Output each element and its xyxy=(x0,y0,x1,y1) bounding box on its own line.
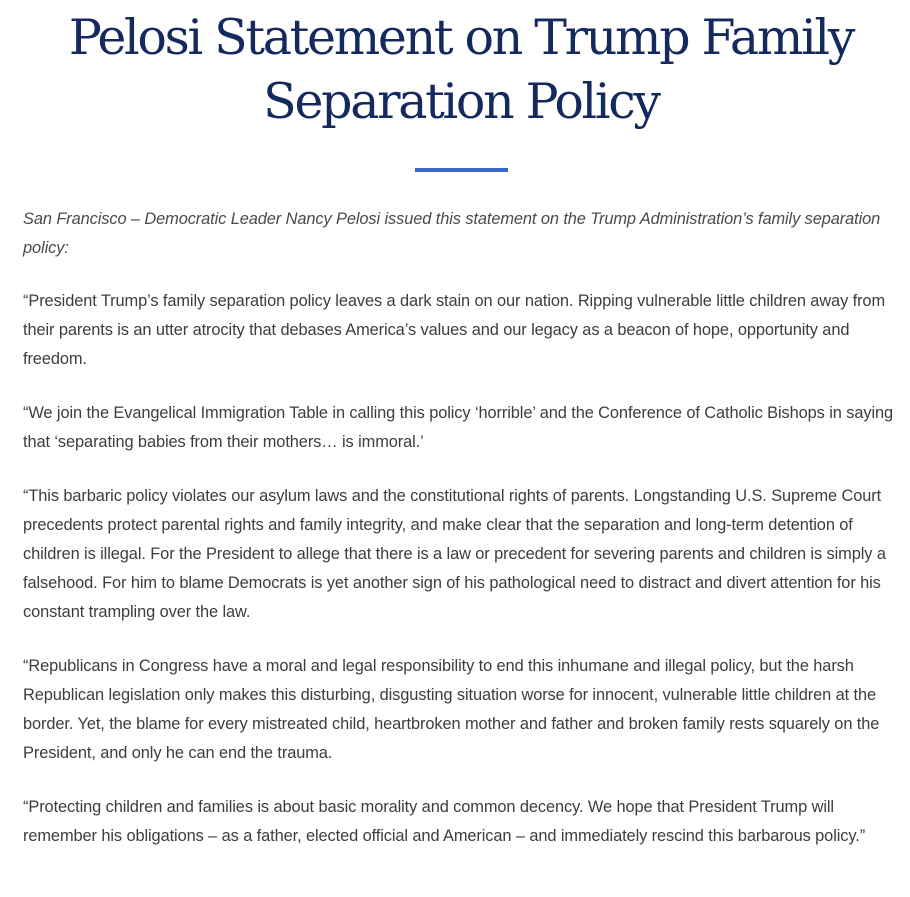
statement-paragraph-4: “Republicans in Congress have a moral and legal responsibility to end this inhumane and illegal policy, but the harsh Republican legislation only makes this disturbing, disgusting situation worse for innocent, vulnerable little children at the border. Yet, the blame for every mistreated child, heartbroken mother and father and broken family rests squarely on the President, and only he can end the trauma. xyxy=(23,657,880,762)
page-title: Pelosi Statement on Trump Family Separation Policy xyxy=(68,9,854,130)
statement-paragraph-5: “Protecting children and families is about basic morality and common decency. We hope that President Trump will remember his obligations – as a father, elected official and American – and immediately rescind this barbarous policy.” xyxy=(23,798,866,845)
title-divider xyxy=(415,168,508,172)
statement-paragraph-1: “President Trump’s family separation policy leaves a dark stain on our nation. Ripping vulnerable little children away from their parents is an utter atrocity that debases America’s values and our legacy as a beacon of hope, opportunity and freedom. xyxy=(23,292,885,368)
article-body xyxy=(23,205,903,876)
intro-paragraph: San Francisco – Democratic Leader Nancy Pelosi issued this statement on the Trump Administration’s family separation policy: xyxy=(23,210,881,257)
statement-paragraph-3: “This barbaric policy violates our asylum laws and the constitutional rights of parents. Longstanding U.S. Supreme Court precedents protect parental rights and family integrity, and make clear that the separation and long-term detention of children is illegal. For the President to allege that there is a law or precedent for severing parents and children is simply a falsehood. For him to blame Democrats is yet another sign of his pathological need to distract and divert attention for his constant trampling over the law. xyxy=(23,487,886,621)
statement-paragraph-2: “We join the Evangelical Immigration Table in calling this policy ‘horrible’ and the Conference of Catholic Bishops in saying that ‘separating babies from their mothers… is immoral.’ xyxy=(23,404,894,451)
